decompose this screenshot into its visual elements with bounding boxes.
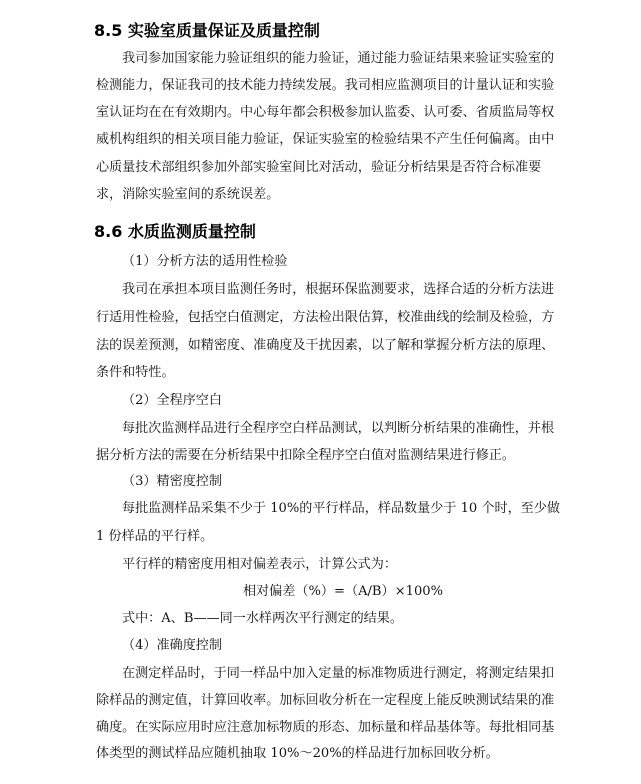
section-8-5-line: 检测能力，保证我司的技术能力持续发展。我司相应监测项目的计量认证和实验 <box>96 78 555 93</box>
item-1-line: 条件和特性。 <box>96 365 175 380</box>
item-4-title: （4）准确度控制 <box>122 638 222 653</box>
item-1-line: 法的误差预测，如精密度、准确度及干扰因素，以了解和掌握分析方法的原理、 <box>96 338 555 353</box>
item-2-line: 每批次监测样品进行全程序空白样品测试，以判断分析结果的准确性，并根 <box>122 421 555 436</box>
section-8-5-heading: 8.5 实验室质量保证及质量控制 <box>94 21 320 40</box>
item-4-line: 在测定样品时，于同一样品中加入定量的标准物质进行测定，将测定结果扣 <box>122 666 555 681</box>
item-3-line: 每批监测样品采集不少于 10%的平行样品，样品数量少于 10 个时，至少做 <box>122 501 560 516</box>
formula-intro: 平行样的精密度用相对偏差表示，计算公式为： <box>122 557 397 572</box>
item-2-title: （2）全程序空白 <box>122 393 222 408</box>
section-8-5-line: 我司参加国家能力验证组织的能力验证，通过能力验证结果来验证实验室的 <box>122 51 555 66</box>
item-1-line: 行适用性检验，包括空白值测定，方法检出限估算，校准曲线的绘制及检验，方 <box>96 310 555 325</box>
item-4-line: 体类型的测试样品应随机抽取 10%～20%的样品进行加标回收分析。 <box>96 746 499 761</box>
section-8-5-line: 威机构组织的相关项目能力验证，保证实验室的检验结果不产生任何偏离。由中 <box>96 132 555 147</box>
item-3-title: （3）精密度控制 <box>122 474 222 489</box>
item-4-line: 除样品的测定值，计算回收率。加标回收分析在一定程度上能反映测试结果的准 <box>96 693 555 708</box>
section-8-6-heading: 8.6 水质监测质量控制 <box>94 222 256 241</box>
formula-note: 式中：A、B——同一水样两次平行测定的结果。 <box>122 611 403 626</box>
section-8-5-line: 室认证均在在有效期内。中心每年都会积极参加认监委、认可委、省质监局等权 <box>96 105 555 120</box>
item-2-line: 据分析方法的需要在分析结果中扣除全程序空白值对监测结果进行修正。 <box>96 448 515 463</box>
item-3-line: 1 份样品的平行样。 <box>96 529 214 544</box>
item-1-title: （1）分析方法的适用性检验 <box>122 254 288 269</box>
section-8-5-line: 求，消除实验室间的系统误差。 <box>96 187 280 202</box>
relative-deviation-formula: 相对偏差（%）=（A/B）×100% <box>243 584 444 599</box>
section-8-5-line: 心质量技术部组织参加外部实验室间比对活动，验证分析结果是否符合标准要 <box>96 160 542 175</box>
item-1-line: 我司在承担本项目监测任务时，根据环保监测要求，选择合适的分析方法进 <box>122 282 555 297</box>
item-4-line: 确度。在实际应用时应注意加标物质的形态、加标量和样品基体等。每批相同基 <box>96 720 555 735</box>
